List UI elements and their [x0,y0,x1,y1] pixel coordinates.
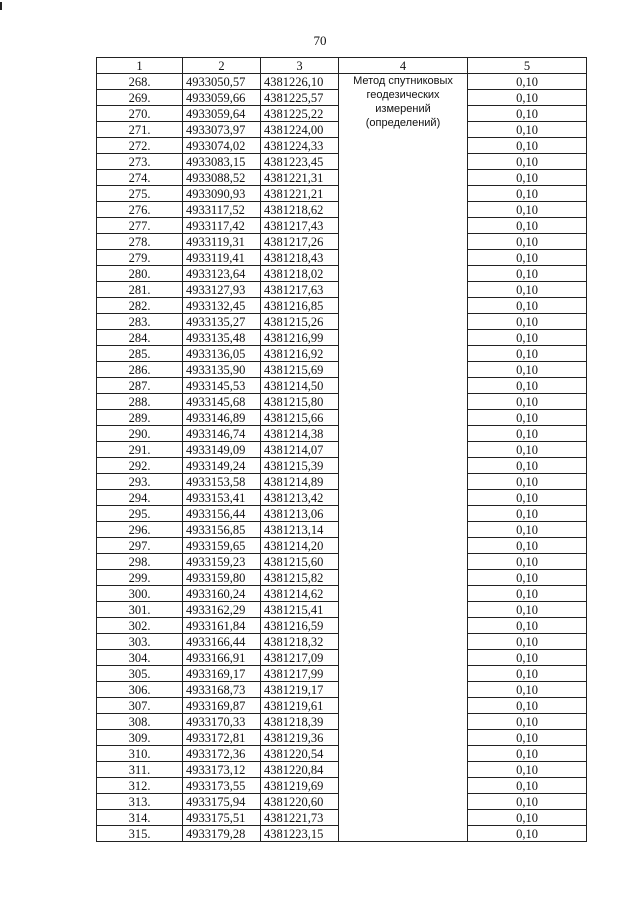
y-coordinate-cell: 4381216,59 [261,618,339,634]
point-number-cell: 307. [97,698,183,714]
x-coordinate-cell: 4933119,41 [183,250,261,266]
x-coordinate-cell: 4933159,23 [183,554,261,570]
accuracy-cell: 0,10 [468,474,587,490]
y-coordinate-cell: 4381215,26 [261,314,339,330]
x-coordinate-cell: 4933161,84 [183,618,261,634]
x-coordinate-cell: 4933159,80 [183,570,261,586]
accuracy-cell: 0,10 [468,714,587,730]
page-number: 70 [313,33,327,48]
accuracy-cell: 0,10 [468,698,587,714]
point-number-cell: 284. [97,330,183,346]
x-coordinate-cell: 4933159,65 [183,538,261,554]
point-number-cell: 278. [97,234,183,250]
point-number-cell: 276. [97,202,183,218]
accuracy-cell: 0,10 [468,618,587,634]
accuracy-cell: 0,10 [468,602,587,618]
table-body [97,74,587,842]
point-number-cell: 275. [97,186,183,202]
y-coordinate-cell: 4381217,99 [261,666,339,682]
accuracy-cell: 0,10 [468,746,587,762]
x-coordinate-cell: 4933169,17 [183,666,261,682]
x-coordinate-cell: 4933173,12 [183,762,261,778]
y-coordinate-cell: 4381219,17 [261,682,339,698]
accuracy-cell: 0,10 [468,426,587,442]
accuracy-cell: 0,10 [468,154,587,170]
accuracy-cell: 0,10 [468,794,587,810]
y-coordinate-cell: 4381215,80 [261,394,339,410]
accuracy-cell: 0,10 [468,266,587,282]
y-coordinate-cell: 4381215,69 [261,362,339,378]
accuracy-cell: 0,10 [468,250,587,266]
point-number-cell: 286. [97,362,183,378]
point-number-cell: 295. [97,506,183,522]
accuracy-cell: 0,10 [468,570,587,586]
y-coordinate-cell: 4381219,61 [261,698,339,714]
point-number-cell: 271. [97,122,183,138]
accuracy-cell: 0,10 [468,170,587,186]
x-coordinate-cell: 4933145,53 [183,378,261,394]
x-coordinate-cell: 4933083,15 [183,154,261,170]
point-number-cell: 277. [97,218,183,234]
accuracy-cell: 0,10 [468,682,587,698]
point-number-cell: 306. [97,682,183,698]
point-number-cell: 314. [97,810,183,826]
y-coordinate-cell: 4381214,62 [261,586,339,602]
x-coordinate-cell: 4933153,58 [183,474,261,490]
x-coordinate-cell: 4933050,57 [183,74,261,90]
y-coordinate-cell: 4381213,14 [261,522,339,538]
point-number-cell: 292. [97,458,183,474]
accuracy-cell: 0,10 [468,314,587,330]
header-row [97,58,587,74]
point-number-cell: 293. [97,474,183,490]
point-number-cell: 305. [97,666,183,682]
accuracy-cell: 0,10 [468,586,587,602]
y-coordinate-cell: 4381220,84 [261,762,339,778]
x-coordinate-cell: 4933149,09 [183,442,261,458]
accuracy-cell: 0,10 [468,394,587,410]
point-number-cell: 290. [97,426,183,442]
x-coordinate-cell: 4933132,45 [183,298,261,314]
y-coordinate-cell: 4381213,06 [261,506,339,522]
accuracy-cell: 0,10 [468,362,587,378]
accuracy-cell: 0,10 [468,778,587,794]
x-coordinate-cell: 4933059,66 [183,90,261,106]
y-coordinate-cell: 4381216,99 [261,330,339,346]
header-x-coordinate: 2 [183,58,261,74]
point-number-cell: 297. [97,538,183,554]
x-coordinate-cell: 4933179,28 [183,826,261,842]
method-text-line: геодезических [366,89,440,101]
point-number-cell: 304. [97,650,183,666]
y-coordinate-cell: 4381214,38 [261,426,339,442]
x-coordinate-cell: 4933119,31 [183,234,261,250]
y-coordinate-cell: 4381217,09 [261,650,339,666]
x-coordinate-cell: 4933088,52 [183,170,261,186]
point-number-cell: 313. [97,794,183,810]
table-row [97,74,587,90]
y-coordinate-cell: 4381223,45 [261,154,339,170]
header-y-coordinate: 3 [261,58,339,74]
y-coordinate-cell: 4381215,82 [261,570,339,586]
x-coordinate-cell: 4933073,97 [183,122,261,138]
x-coordinate-cell: 4933175,94 [183,794,261,810]
accuracy-cell: 0,10 [468,826,587,842]
x-coordinate-cell: 4933145,68 [183,394,261,410]
x-coordinate-cell: 4933059,64 [183,106,261,122]
x-coordinate-cell: 4933170,33 [183,714,261,730]
accuracy-cell: 0,10 [468,138,587,154]
y-coordinate-cell: 4381213,42 [261,490,339,506]
point-number-cell: 273. [97,154,183,170]
y-coordinate-cell: 4381226,10 [261,74,339,90]
accuracy-cell: 0,10 [468,90,587,106]
y-coordinate-cell: 4381215,39 [261,458,339,474]
header-point-number: 1 [97,58,183,74]
x-coordinate-cell: 4933146,74 [183,426,261,442]
point-number-cell: 299. [97,570,183,586]
y-coordinate-cell: 4381214,07 [261,442,339,458]
x-coordinate-cell: 4933135,48 [183,330,261,346]
point-number-cell: 301. [97,602,183,618]
accuracy-cell: 0,10 [468,410,587,426]
coordinates-table [96,57,587,842]
y-coordinate-cell: 4381216,85 [261,298,339,314]
x-coordinate-cell: 4933127,93 [183,282,261,298]
header-method: 4 [339,58,468,74]
point-number-cell: 283. [97,314,183,330]
y-coordinate-cell: 4381217,43 [261,218,339,234]
x-coordinate-cell: 4933090,93 [183,186,261,202]
y-coordinate-cell: 4381221,21 [261,186,339,202]
x-coordinate-cell: 4933166,44 [183,634,261,650]
point-number-cell: 281. [97,282,183,298]
y-coordinate-cell: 4381215,60 [261,554,339,570]
accuracy-cell: 0,10 [468,506,587,522]
x-coordinate-cell: 4933166,91 [183,650,261,666]
x-coordinate-cell: 4933117,52 [183,202,261,218]
y-coordinate-cell: 4381217,63 [261,282,339,298]
y-coordinate-cell: 4381214,20 [261,538,339,554]
y-coordinate-cell: 4381216,92 [261,346,339,362]
accuracy-cell: 0,10 [468,346,587,362]
header-accuracy: 5 [468,58,587,74]
point-number-cell: 303. [97,634,183,650]
y-coordinate-cell: 4381218,32 [261,634,339,650]
point-number-cell: 294. [97,490,183,506]
accuracy-cell: 0,10 [468,666,587,682]
y-coordinate-cell: 4381220,60 [261,794,339,810]
accuracy-cell: 0,10 [468,810,587,826]
x-coordinate-cell: 4933156,85 [183,522,261,538]
y-coordinate-cell: 4381214,89 [261,474,339,490]
y-coordinate-cell: 4381224,33 [261,138,339,154]
point-number-cell: 302. [97,618,183,634]
point-number-cell: 312. [97,778,183,794]
accuracy-cell: 0,10 [468,202,587,218]
x-coordinate-cell: 4933175,51 [183,810,261,826]
point-number-cell: 285. [97,346,183,362]
y-coordinate-cell: 4381225,22 [261,106,339,122]
point-number-cell: 289. [97,410,183,426]
accuracy-cell: 0,10 [468,106,587,122]
point-number-cell: 296. [97,522,183,538]
x-coordinate-cell: 4933160,24 [183,586,261,602]
y-coordinate-cell: 4381219,69 [261,778,339,794]
y-coordinate-cell: 4381220,54 [261,746,339,762]
method-text-line: измерений [375,103,431,115]
accuracy-cell: 0,10 [468,122,587,138]
method-cell [339,74,468,842]
method-text-line: (определений) [365,117,441,129]
accuracy-cell: 0,10 [468,282,587,298]
x-coordinate-cell: 4933172,36 [183,746,261,762]
x-coordinate-cell: 4933172,81 [183,730,261,746]
x-coordinate-cell: 4933074,02 [183,138,261,154]
accuracy-cell: 0,10 [468,522,587,538]
y-coordinate-cell: 4381218,62 [261,202,339,218]
accuracy-cell: 0,10 [468,74,587,90]
x-coordinate-cell: 4933136,05 [183,346,261,362]
y-coordinate-cell: 4381221,31 [261,170,339,186]
point-number-cell: 287. [97,378,183,394]
accuracy-cell: 0,10 [468,330,587,346]
x-coordinate-cell: 4933146,89 [183,410,261,426]
point-number-cell: 288. [97,394,183,410]
x-coordinate-cell: 4933156,44 [183,506,261,522]
accuracy-cell: 0,10 [468,378,587,394]
x-coordinate-cell: 4933173,55 [183,778,261,794]
y-coordinate-cell: 4381219,36 [261,730,339,746]
accuracy-cell: 0,10 [468,554,587,570]
accuracy-cell: 0,10 [468,730,587,746]
point-number-cell: 300. [97,586,183,602]
y-coordinate-cell: 4381215,41 [261,602,339,618]
accuracy-cell: 0,10 [468,634,587,650]
accuracy-cell: 0,10 [468,650,587,666]
accuracy-cell: 0,10 [468,538,587,554]
accuracy-cell: 0,10 [468,234,587,250]
point-number-cell: 274. [97,170,183,186]
y-coordinate-cell: 4381218,02 [261,266,339,282]
point-number-cell: 311. [97,762,183,778]
point-number-cell: 291. [97,442,183,458]
accuracy-cell: 0,10 [468,186,587,202]
point-number-cell: 309. [97,730,183,746]
point-number-cell: 272. [97,138,183,154]
point-number-cell: 315. [97,826,183,842]
point-number-cell: 268. [97,74,183,90]
x-coordinate-cell: 4933168,73 [183,682,261,698]
y-coordinate-cell: 4381218,43 [261,250,339,266]
point-number-cell: 280. [97,266,183,282]
x-coordinate-cell: 4933149,24 [183,458,261,474]
point-number-cell: 282. [97,298,183,314]
x-coordinate-cell: 4933135,27 [183,314,261,330]
x-coordinate-cell: 4933153,41 [183,490,261,506]
point-number-cell: 269. [97,90,183,106]
accuracy-cell: 0,10 [468,298,587,314]
x-coordinate-cell: 4933169,87 [183,698,261,714]
y-coordinate-cell: 4381214,50 [261,378,339,394]
accuracy-cell: 0,10 [468,458,587,474]
accuracy-cell: 0,10 [468,762,587,778]
accuracy-cell: 0,10 [468,442,587,458]
point-number-cell: 270. [97,106,183,122]
y-coordinate-cell: 4381221,73 [261,810,339,826]
y-coordinate-cell: 4381215,66 [261,410,339,426]
point-number-cell: 310. [97,746,183,762]
y-coordinate-cell: 4381225,57 [261,90,339,106]
y-coordinate-cell: 4381218,39 [261,714,339,730]
y-coordinate-cell: 4381224,00 [261,122,339,138]
point-number-cell: 308. [97,714,183,730]
method-text-line: Метод спутниковых [353,75,453,87]
x-coordinate-cell: 4933117,42 [183,218,261,234]
x-coordinate-cell: 4933123,64 [183,266,261,282]
x-coordinate-cell: 4933162,29 [183,602,261,618]
accuracy-cell: 0,10 [468,490,587,506]
scan-edge-mark [0,2,2,10]
y-coordinate-cell: 4381223,15 [261,826,339,842]
y-coordinate-cell: 4381217,26 [261,234,339,250]
point-number-cell: 298. [97,554,183,570]
accuracy-cell: 0,10 [468,218,587,234]
x-coordinate-cell: 4933135,90 [183,362,261,378]
point-number-cell: 279. [97,250,183,266]
